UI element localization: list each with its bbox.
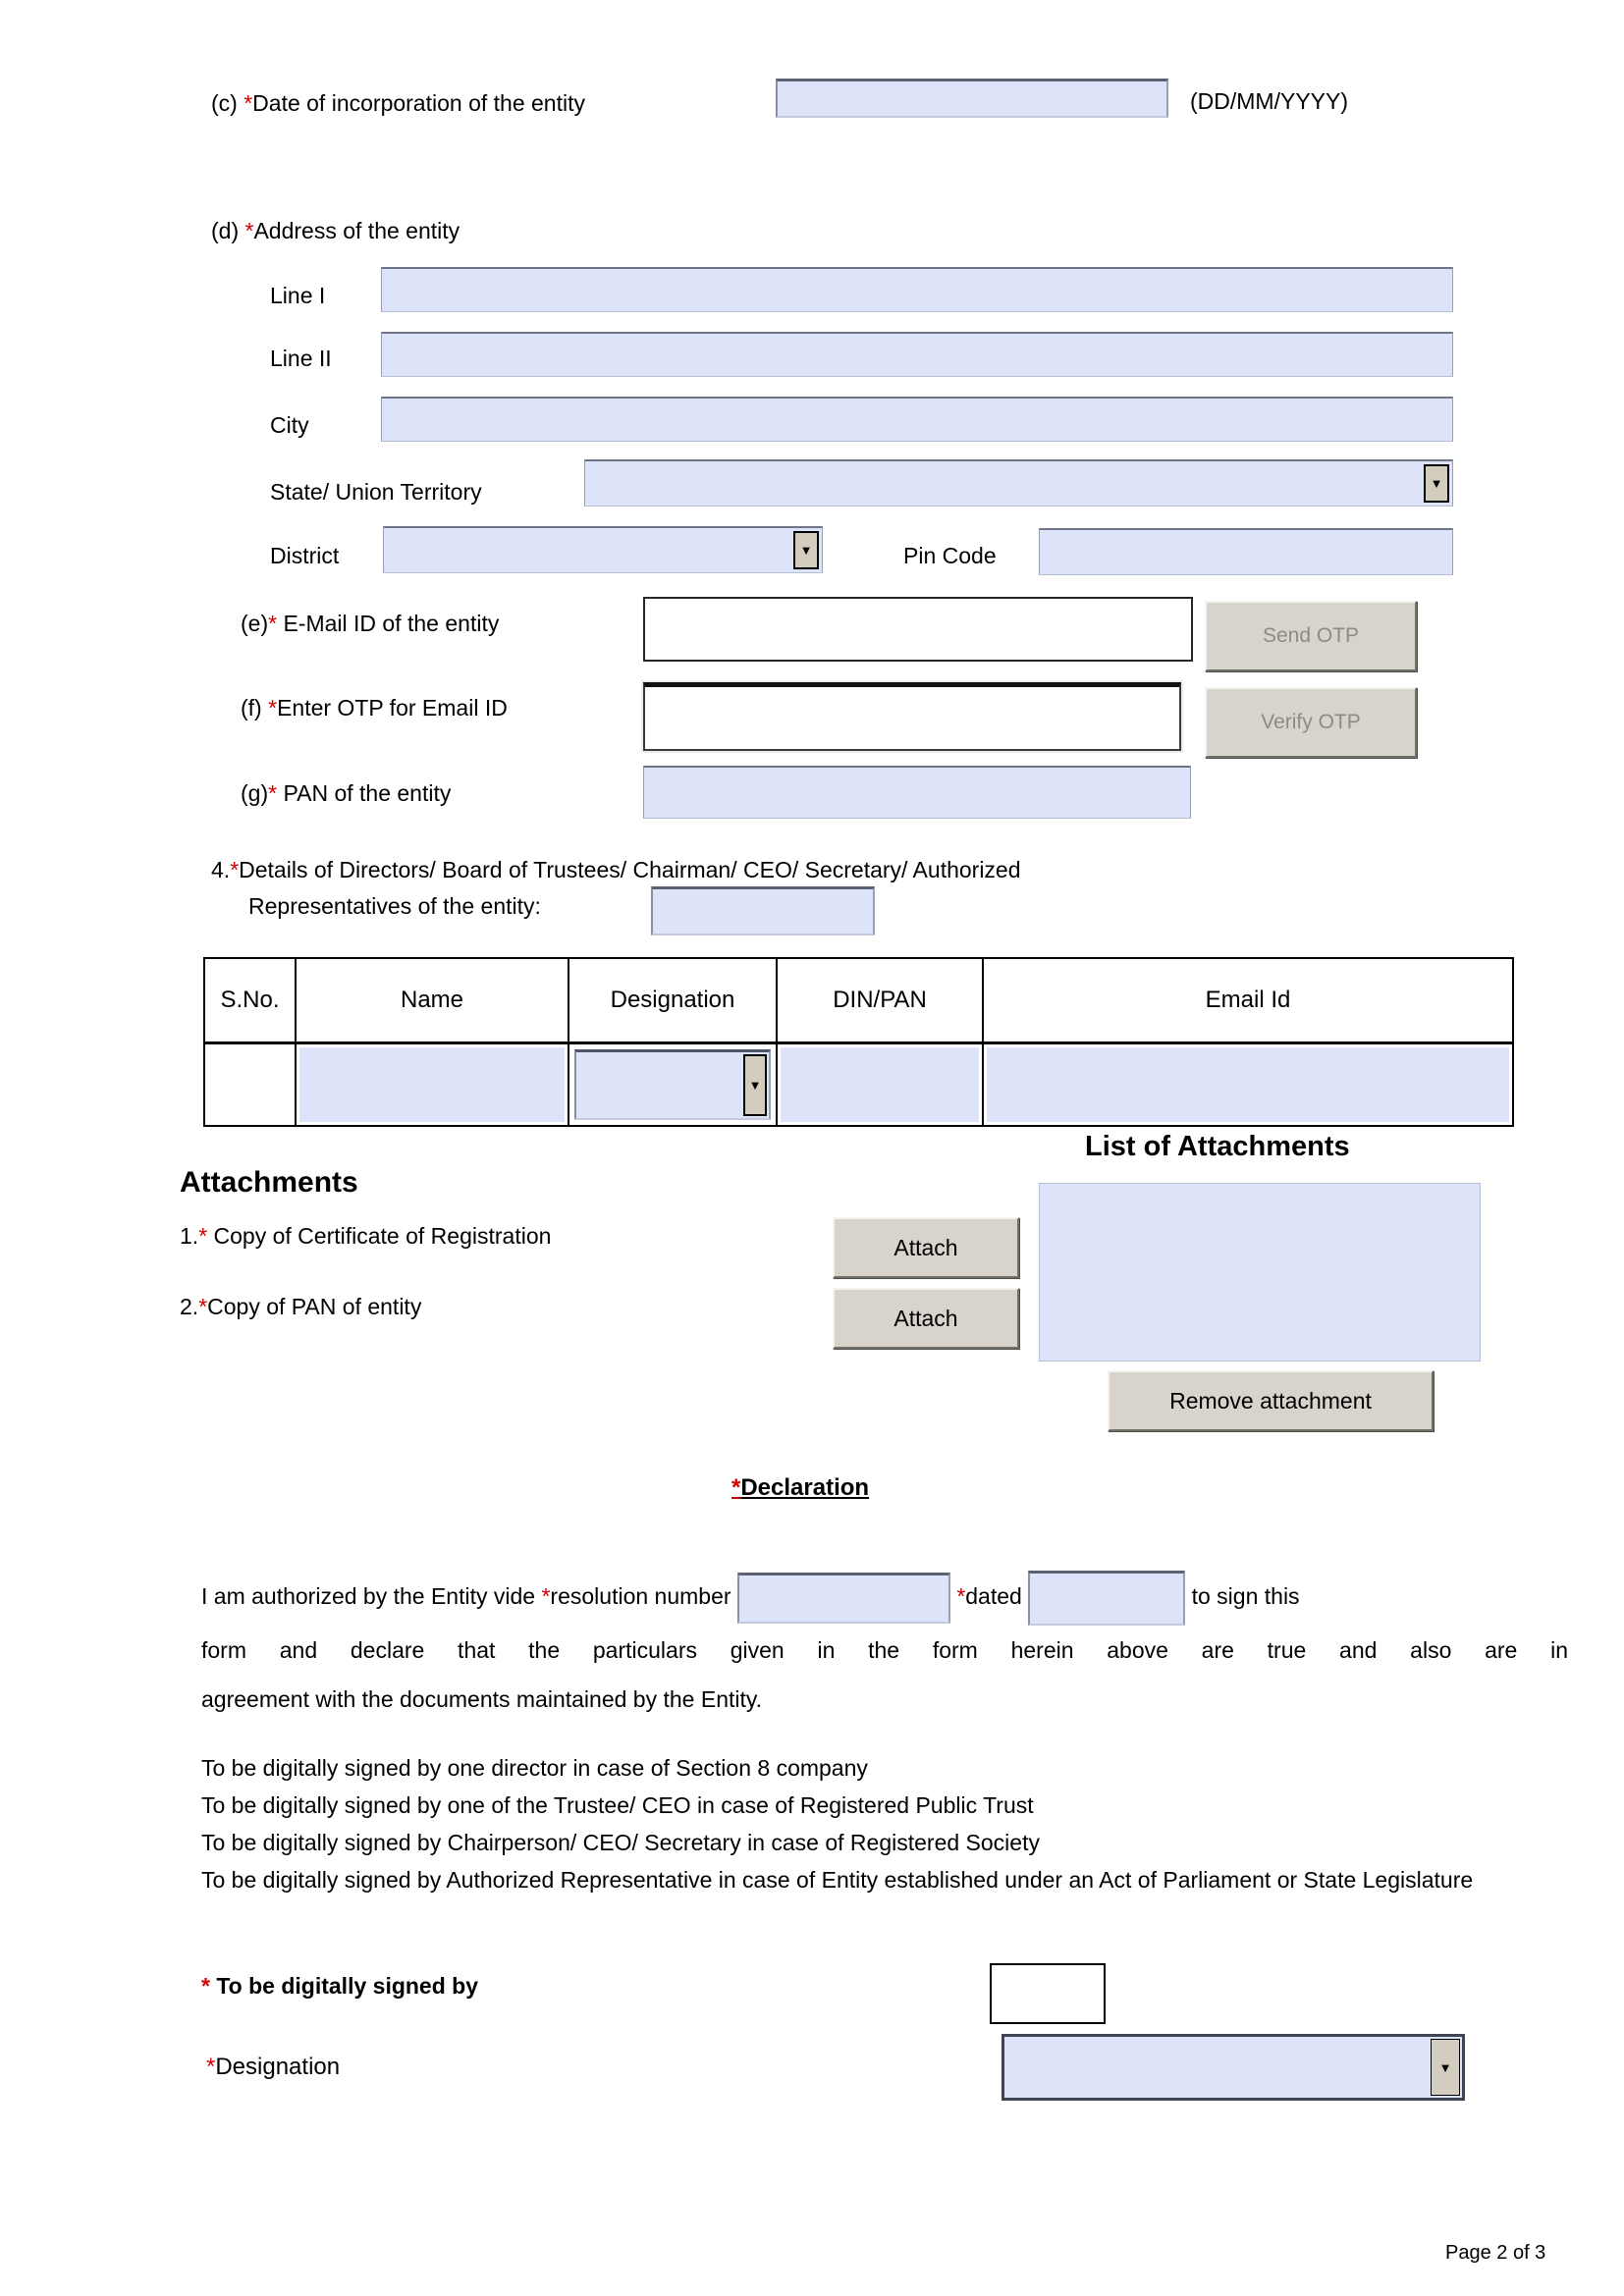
- page-indicator: Page 2 of 3: [1445, 2242, 1546, 2264]
- header-emailid: Email Id: [983, 958, 1513, 1042]
- signing-notes: [201, 1749, 1574, 1898]
- resolution-number-input[interactable]: [737, 1573, 950, 1624]
- designation-select[interactable]: [574, 1049, 771, 1120]
- directors-table-row: [204, 1042, 1513, 1126]
- signing-note: To be digitally signed by one director in case of Section 8 company: [201, 1755, 868, 1781]
- directors-table: [203, 957, 1514, 1127]
- email-input[interactable]: [643, 597, 1193, 662]
- chevron-down-icon: ▼: [799, 543, 813, 558]
- dated-input[interactable]: [1028, 1571, 1185, 1626]
- header-dinpan: DIN/PAN: [777, 958, 983, 1042]
- address-section-label: (d) *Address of the entity: [211, 218, 460, 243]
- dinpan-cell-input[interactable]: [781, 1047, 979, 1122]
- pincode-label: Pin Code: [903, 543, 997, 568]
- district-label: District: [270, 543, 340, 568]
- declaration-line-3: agreement with the documents maintained by the Entity.: [201, 1686, 763, 1712]
- attachment-item-1-label: 1.* Copy of Certificate of Registration: [180, 1223, 552, 1249]
- date-of-incorporation-input[interactable]: [776, 79, 1168, 118]
- attachments-list-box[interactable]: [1039, 1183, 1481, 1362]
- state-select[interactable]: [584, 459, 1453, 507]
- emailid-cell-input[interactable]: [987, 1047, 1509, 1122]
- address-line1-label: Line I: [270, 283, 326, 308]
- declaration-text: [201, 1571, 1568, 1724]
- sno-cell: [204, 1042, 296, 1126]
- attach-pan-button[interactable]: Attach: [833, 1288, 1019, 1349]
- date-format-hint: (DD/MM/YYYY): [1190, 88, 1348, 114]
- verify-otp-button[interactable]: Verify OTP: [1205, 687, 1417, 758]
- designation-dropdown-button[interactable]: [743, 1054, 767, 1116]
- header-designation: Designation: [568, 958, 777, 1042]
- city-input[interactable]: [381, 397, 1453, 442]
- city-label: City: [270, 412, 309, 438]
- pan-input[interactable]: [643, 766, 1191, 819]
- signed-by-input[interactable]: [990, 1963, 1106, 2024]
- header-sno: S.No.: [204, 958, 296, 1042]
- designation-cell: [568, 1042, 777, 1126]
- email-label: (e)* E-Mail ID of the entity: [241, 611, 500, 636]
- signer-designation-dropdown-button[interactable]: [1431, 2039, 1460, 2096]
- remove-attachment-button[interactable]: Remove attachment: [1108, 1370, 1434, 1431]
- state-label: State/ Union Territory: [270, 479, 482, 505]
- declaration-line-1: I am authorized by the Entity vide *resolution number *dated to sign this: [201, 1571, 1568, 1626]
- directors-section-label: 4.*Details of Directors/ Board of Trustees/ Chairman/ CEO/ Secretary/ Authorized Representatives of the entity:: [211, 857, 1021, 919]
- directors-table-header-row: [204, 958, 1513, 1042]
- signing-note: To be digitally signed by Authorized Representative in case of Entity established under an Act of Parliament or State Legislature: [201, 1867, 1474, 1893]
- address-line2-input[interactable]: [381, 332, 1453, 377]
- district-select[interactable]: [383, 526, 823, 573]
- dinpan-cell: [777, 1042, 983, 1126]
- district-dropdown-button[interactable]: [793, 531, 819, 569]
- signing-note: To be digitally signed by one of the Trustee/ CEO in case of Registered Public Trust: [201, 1792, 1034, 1818]
- name-cell: [296, 1042, 568, 1126]
- list-of-attachments-title: List of Attachments: [1085, 1131, 1350, 1162]
- pincode-input[interactable]: [1039, 528, 1453, 575]
- attach-certificate-button[interactable]: Attach: [833, 1217, 1019, 1278]
- attachment-item-2-label: 2.*Copy of PAN of entity: [180, 1294, 422, 1319]
- send-otp-button[interactable]: Send OTP: [1205, 601, 1417, 671]
- state-dropdown-button[interactable]: [1424, 464, 1449, 503]
- header-name: Name: [296, 958, 568, 1042]
- declaration-title: *Declaration: [731, 1474, 870, 1501]
- signer-designation-label: *Designation: [206, 2054, 341, 2080]
- name-cell-input[interactable]: [299, 1047, 565, 1122]
- signed-by-label: * To be digitally signed by: [201, 1973, 478, 1999]
- signer-designation-select[interactable]: [1001, 2034, 1465, 2101]
- address-line2-label: Line II: [270, 346, 332, 371]
- otp-label: (f) *Enter OTP for Email ID: [241, 695, 508, 721]
- chevron-down-icon: ▼: [1430, 476, 1443, 491]
- otp-input[interactable]: [643, 682, 1181, 751]
- pan-label: (g)* PAN of the entity: [241, 780, 452, 806]
- directors-count-input[interactable]: [651, 886, 875, 935]
- chevron-down-icon: ▼: [1438, 2059, 1452, 2075]
- address-line1-input[interactable]: [381, 267, 1453, 312]
- chevron-down-icon: ▼: [748, 1077, 762, 1093]
- date-of-incorporation-label: (c) *Date of incorporation of the entity: [211, 90, 585, 116]
- declaration-line-2: form and declare that the particulars given in the form herein above are true and also are in: [201, 1637, 1568, 1663]
- emailid-cell: [983, 1042, 1513, 1126]
- attachments-title: Attachments: [180, 1166, 358, 1199]
- signing-note: To be digitally signed by Chairperson/ CEO/ Secretary in case of Registered Society: [201, 1830, 1040, 1855]
